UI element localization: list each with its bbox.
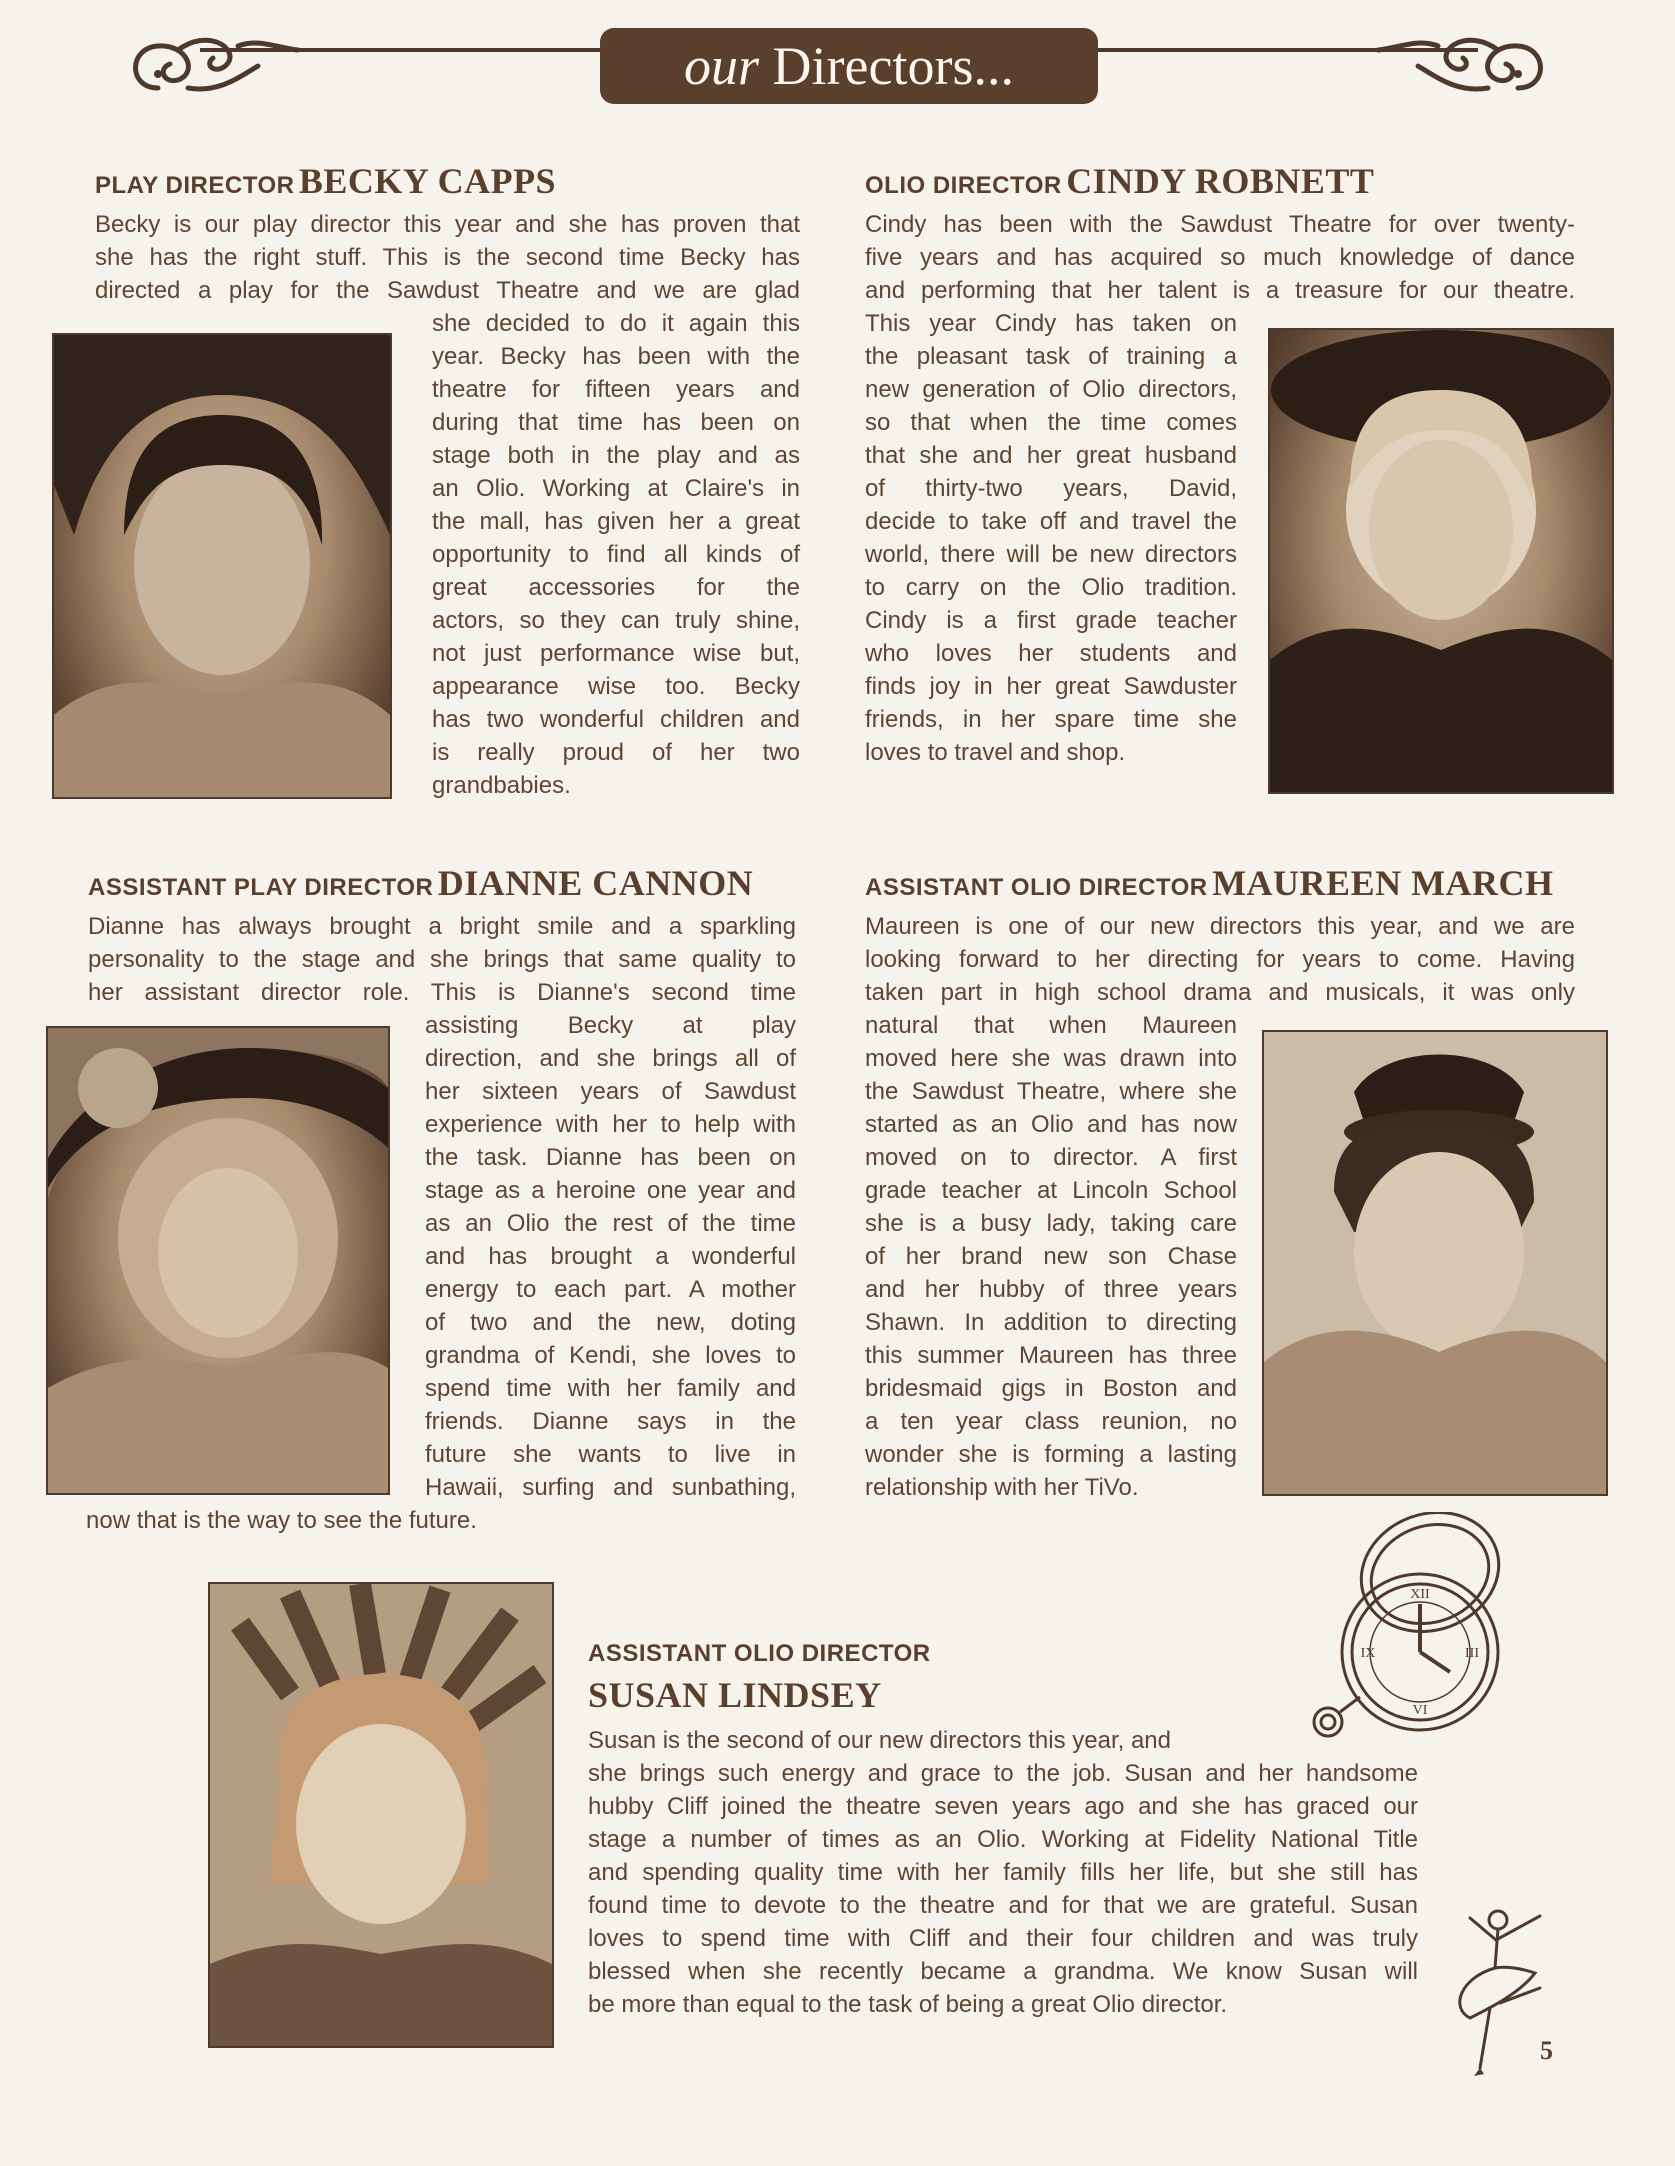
maureen-heading	[865, 862, 1554, 904]
text-line: as an Olio the rest of the time	[425, 1210, 796, 1237]
text-line: the Sawdust Theatre, where she	[865, 1078, 1237, 1105]
text-line: Hawaii, surfing and sunbathing,	[425, 1474, 796, 1501]
text-line: of her brand new son Chase	[865, 1243, 1237, 1270]
svg-text:III: III	[1465, 1646, 1479, 1661]
text-line: she brings such energy and grace to the job. Susan and her handsome	[588, 1760, 1418, 1787]
text-line: the mall, has given her a great	[432, 508, 800, 535]
text-line: experience with her to help with	[425, 1111, 796, 1138]
text-line: Cindy has been with the Sawdust Theatre for over twenty-	[865, 211, 1575, 238]
text-line: to carry on the Olio tradition.	[865, 574, 1237, 601]
text-line: started as an Olio and has now	[865, 1111, 1237, 1138]
text-line: is really proud of her two	[432, 739, 800, 766]
text-line: her sixteen years of Sawdust	[425, 1078, 796, 1105]
svg-text:IX: IX	[1360, 1646, 1376, 1661]
cindy-role: OLIO DIRECTOR	[865, 172, 1062, 199]
susan-photo	[208, 1582, 554, 2048]
text-line: decide to take off and travel the	[865, 508, 1237, 535]
maureen-role: ASSISTANT OLIO DIRECTOR	[865, 874, 1208, 901]
text-line: of two and the new, doting	[425, 1309, 796, 1336]
text-line: blessed when she recently became a grandma. We know Susan will	[588, 1958, 1418, 1985]
text-line: found time to devote to the theatre and for that we are grateful. Susan	[588, 1892, 1418, 1919]
text-line: looking forward to her directing for years to come. Having	[865, 946, 1575, 973]
text-line: moved here she was drawn into	[865, 1045, 1237, 1072]
text-line: of thirty-two years, David,	[865, 475, 1237, 502]
text-line: grandma of Kendi, she loves to	[425, 1342, 796, 1369]
text-line: hubby Cliff joined the theatre seven years ago and she has graced our	[588, 1793, 1418, 1820]
flourish-left-icon	[118, 18, 318, 123]
cindy-photo	[1268, 328, 1614, 794]
text-line: This year Cindy has taken on	[865, 310, 1237, 337]
text-line: great accessories for the	[432, 574, 800, 601]
susan-role: ASSISTANT OLIO DIRECTOR	[588, 1640, 931, 1667]
text-line: so that when the time comes	[865, 409, 1237, 436]
text-line: who loves her students and	[865, 640, 1237, 667]
text-line: direction, and she brings all of	[425, 1045, 796, 1072]
text-line: a ten year class reunion, no	[865, 1408, 1237, 1435]
becky-role: PLAY DIRECTOR	[95, 172, 295, 199]
text-line: taken part in high school drama and musicals, it was only	[865, 979, 1575, 1006]
text-line: and performing that her talent is a treasure for our theatre.	[865, 277, 1575, 304]
text-line: she decided to do it again this	[432, 310, 800, 337]
page-title-prefix: our	[684, 36, 760, 96]
text-line: world, there will be new directors	[865, 541, 1237, 568]
text-line: she is a busy lady, taking care	[865, 1210, 1237, 1237]
text-line: this summer Maureen has three	[865, 1342, 1237, 1369]
text-line: be more than equal to the task of being a great Olio director.	[588, 1991, 1228, 2018]
text-line: the pleasant task of training a	[865, 343, 1237, 370]
dianne-name: DIANNE CANNON	[437, 863, 754, 903]
text-line: friends, in her spare time she	[865, 706, 1237, 733]
text-line: grandbabies.	[432, 772, 571, 799]
text-line: Maureen is one of our new directors this year, and we are	[865, 913, 1575, 940]
maureen-photo	[1262, 1030, 1608, 1496]
text-line: spend time with her family and	[425, 1375, 796, 1402]
text-line: grade teacher at Lincoln School	[865, 1177, 1237, 1204]
text-line: new generation of Olio directors,	[865, 376, 1237, 403]
susan-name-heading	[588, 1674, 882, 1716]
text-line: not just performance wise but,	[432, 640, 800, 667]
text-line: stage a number of times as an Olio. Working at Fidelity National Title	[588, 1826, 1418, 1853]
susan-name: SUSAN LINDSEY	[588, 1675, 882, 1715]
text-line: personality to the stage and she brings that same quality to	[88, 946, 796, 973]
page-title	[600, 28, 1098, 104]
text-line: natural that when Maureen	[865, 1012, 1237, 1039]
maureen-name: MAUREEN MARCH	[1212, 863, 1554, 903]
dianne-role: ASSISTANT PLAY DIRECTOR	[88, 874, 434, 901]
text-line: Becky is our play director this year and she has proven that	[95, 211, 800, 238]
cindy-heading	[865, 160, 1374, 202]
svg-text:VI: VI	[1412, 1703, 1428, 1718]
text-line: loves to travel and shop.	[865, 739, 1126, 766]
text-line: year. Becky has been with the	[432, 343, 800, 370]
text-line: that she and her great husband	[865, 442, 1237, 469]
text-line: loves to spend time with Cliff and their four children and was truly	[588, 1925, 1418, 1952]
flourish-right-icon	[1358, 18, 1558, 123]
text-line: assisting Becky at play	[425, 1012, 796, 1039]
becky-photo	[52, 333, 392, 799]
text-line: and spending quality time with her family fills her life, but she still has	[588, 1859, 1418, 1886]
page-title-main: Directors...	[772, 36, 1014, 96]
text-line: Susan is the second of our new directors this year, and	[588, 1727, 1171, 1754]
susan-role-heading	[588, 1640, 931, 1668]
text-line: Shawn. In addition to directing	[865, 1309, 1237, 1336]
text-line: actors, so they can truly shine,	[432, 607, 800, 634]
becky-name: BECKY CAPPS	[298, 161, 557, 201]
text-line: during that time has been on	[432, 409, 800, 436]
text-line: directed a play for the Sawdust Theatre and we are glad	[95, 277, 800, 304]
text-line: bridesmaid gigs in Boston and	[865, 1375, 1237, 1402]
becky-heading	[95, 160, 556, 202]
text-line: Cindy is a first grade teacher	[865, 607, 1237, 634]
text-line: wonder she is forming a lasting	[865, 1441, 1237, 1468]
text-line: her assistant director role. This is Dianne's second time	[88, 979, 796, 1006]
text-line: moved on to director. A first	[865, 1144, 1237, 1171]
text-line: opportunity to find all kinds of	[432, 541, 800, 568]
text-line: the task. Dianne has been on	[425, 1144, 796, 1171]
text-line: stage as a heroine one year and	[425, 1177, 796, 1204]
text-line: and her hubby of three years	[865, 1276, 1237, 1303]
text-line: energy to each part. A mother	[425, 1276, 796, 1303]
text-line: friends. Dianne says in the	[425, 1408, 796, 1435]
pocket-watch-icon	[1290, 1512, 1530, 1757]
text-line: has two wonderful children and	[432, 706, 800, 733]
text-line: an Olio. Working at Claire's in	[432, 475, 800, 502]
text-line: Dianne has always brought a bright smile and a sparkling	[88, 913, 796, 940]
cindy-name: CINDY ROBNETT	[1066, 161, 1375, 201]
text-line: she has the right stuff. This is the second time Becky has	[95, 244, 800, 271]
dianne-photo	[46, 1026, 390, 1495]
page-number: 5	[1540, 2036, 1553, 2065]
dianne-heading	[88, 862, 753, 904]
text-line: relationship with her TiVo.	[865, 1474, 1139, 1501]
text-line: now that is the way to see the future.	[86, 1507, 477, 1534]
text-line: five years and has acquired so much knowledge of dance	[865, 244, 1575, 271]
text-line: appearance wise too. Becky	[432, 673, 800, 700]
text-line: theatre for fifteen years and	[432, 376, 800, 403]
text-line: future she wants to live in	[425, 1441, 796, 1468]
text-line: and has brought a wonderful	[425, 1243, 796, 1270]
text-line: finds joy in her great Sawduster	[865, 673, 1237, 700]
text-line: stage both in the play and as	[432, 442, 800, 469]
svg-text:XII: XII	[1410, 1587, 1430, 1602]
